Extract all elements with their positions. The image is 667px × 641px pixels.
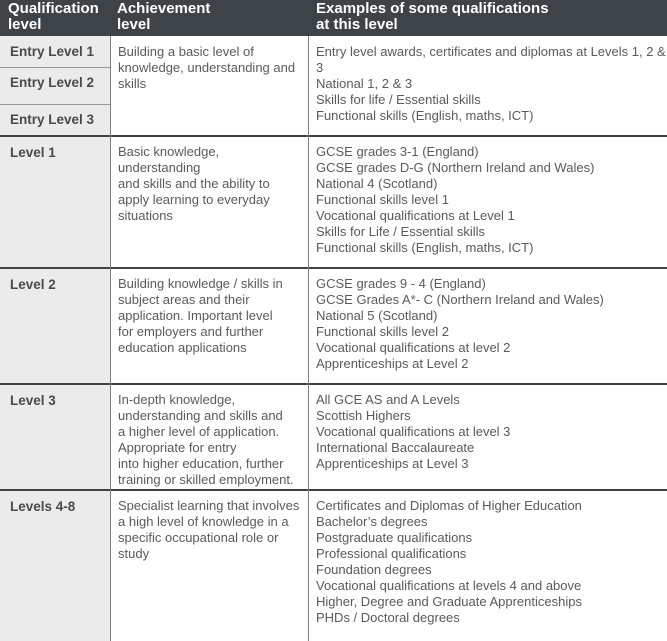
- achievement-text-line: subject areas and their: [118, 292, 250, 307]
- example-qualification-line: National 1, 2 & 3: [316, 76, 413, 91]
- row-divider: [0, 489, 667, 491]
- table-header: [0, 0, 667, 36]
- entry-level-divider: [0, 67, 111, 68]
- example-qualification-line: Skills for life / Essential skills: [316, 92, 481, 107]
- achievement-text-line: situations: [118, 208, 173, 223]
- row-divider: [0, 267, 667, 269]
- achievement-text-line: and skills and the ability to: [118, 176, 270, 191]
- example-qualification-line: Skills for Life / Essential skills: [316, 224, 486, 239]
- example-qualification-line: Vocational qualifications at Level 1: [316, 208, 515, 223]
- qualification-level-label: Levels 4-8: [10, 499, 76, 514]
- header-achievement-level: Achievement level: [117, 0, 211, 33]
- achievement-text-line: specific occupational role or: [118, 530, 279, 545]
- achievement-text-line: Building a basic level of: [118, 44, 254, 59]
- example-qualification-line: Functional skills level 1: [316, 192, 449, 207]
- achievement-text-line: application. Important level: [118, 308, 273, 323]
- entry-level-divider: [0, 104, 111, 105]
- qualification-level-label: Entry Level 1: [10, 44, 95, 59]
- achievement-text-line: Specialist learning that involves: [118, 498, 300, 513]
- column-divider: [110, 36, 111, 641]
- qualification-level-label: Level 2: [10, 277, 56, 292]
- example-qualification-line: GCSE grades 3-1 (England): [316, 144, 479, 159]
- achievement-text-line: Appropriate for entry: [118, 440, 237, 455]
- example-qualification-line: National 5 (Scotland): [316, 308, 438, 323]
- qualification-level-label: Entry Level 2: [10, 75, 95, 90]
- example-qualification-line: International Baccalaureate: [316, 440, 475, 455]
- example-qualification-line: Functional skills level 2: [316, 324, 449, 339]
- achievement-text-line: into higher education, further: [118, 456, 284, 471]
- achievement-text-line: skills: [118, 76, 147, 91]
- example-qualification-line: GCSE Grades A*- C (Northern Ireland and Wales): [316, 292, 604, 307]
- qualification-level-label: Level 3: [10, 393, 56, 408]
- example-qualification-line: Vocational qualifications at level 3: [316, 424, 511, 439]
- example-qualification-line: Bachelor’s degrees: [316, 514, 428, 529]
- achievement-text-line: Building knowledge / skills in: [118, 276, 283, 291]
- achievement-text-line: a high level of knowledge in a: [118, 514, 289, 529]
- example-qualification-line: Higher, Degree and Graduate Apprenticeships: [316, 594, 582, 609]
- example-qualification-line: Entry level awards, certificates and diplomas at Levels 1, 2 &: [316, 44, 666, 59]
- achievement-text-line: understanding: [118, 160, 201, 175]
- example-qualification-line: Foundation degrees: [316, 562, 432, 577]
- achievement-text-line: education applications: [118, 340, 247, 355]
- example-qualification-line: Professional qualifications: [316, 546, 467, 561]
- row-divider: [0, 383, 667, 385]
- example-qualification-line: 3: [316, 60, 324, 75]
- example-qualification-line: GCSE grades 9 - 4 (England): [316, 276, 486, 291]
- column-divider: [308, 36, 309, 641]
- example-qualification-line: Certificates and Diplomas of Higher Education: [316, 498, 582, 513]
- achievement-text-line: for employers and further: [118, 324, 264, 339]
- header-examples: Examples of some qualifications at this level: [316, 0, 549, 33]
- header-qualification-level: Qualification level: [8, 0, 99, 33]
- achievement-text-line: training or skilled employment.: [118, 472, 294, 487]
- qualification-level-label: Level 1: [10, 145, 56, 160]
- example-qualification-line: Vocational qualifications at levels 4 and above: [316, 578, 582, 593]
- achievement-text-line: In-depth knowledge,: [118, 392, 236, 407]
- achievement-text-line: apply learning to everyday: [118, 192, 270, 207]
- example-qualification-line: Postgraduate qualifications: [316, 530, 473, 545]
- example-qualification-line: Apprenticeships at Level 2: [316, 356, 469, 371]
- example-qualification-line: Apprenticeships at Level 3: [316, 456, 469, 471]
- example-qualification-line: National 4 (Scotland): [316, 176, 438, 191]
- example-qualification-line: All GCE AS and A Levels: [316, 392, 460, 407]
- achievement-text-line: Basic knowledge,: [118, 144, 220, 159]
- example-qualification-line: Functional skills (English, maths, ICT): [316, 108, 534, 123]
- row-divider: [0, 135, 667, 137]
- example-qualification-line: GCSE grades D-G (Northern Ireland and Wales): [316, 160, 595, 175]
- example-qualification-line: Vocational qualifications at level 2: [316, 340, 511, 355]
- achievement-text-line: study: [118, 546, 150, 561]
- qualification-level-label: Entry Level 3: [10, 112, 95, 127]
- example-qualification-line: PHDs / Doctoral degrees: [316, 610, 460, 625]
- example-qualification-line: Scottish Highers: [316, 408, 411, 423]
- example-qualification-line: Functional skills (English, maths, ICT): [316, 240, 534, 255]
- achievement-text-line: a higher level of application.: [118, 424, 280, 439]
- achievement-text-line: understanding and skills and: [118, 408, 283, 423]
- achievement-text-line: knowledge, understanding and: [118, 60, 296, 75]
